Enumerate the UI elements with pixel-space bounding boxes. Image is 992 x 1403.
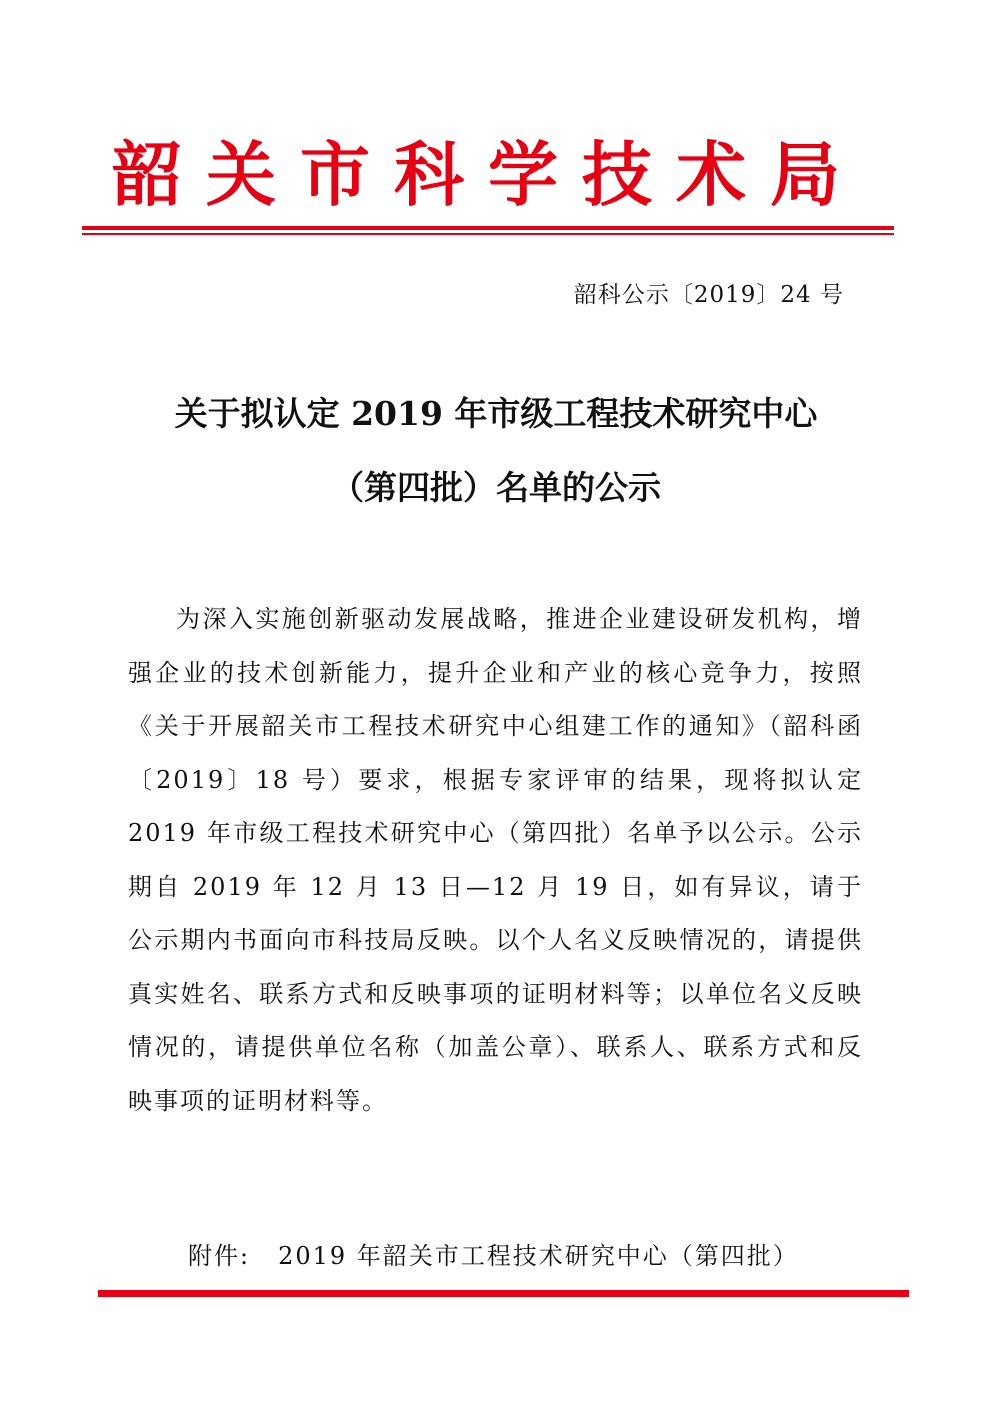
- document-number: 韶科公示〔2019〕24 号: [573, 282, 844, 308]
- organization-header: 韶关市科学技术局: [112, 133, 864, 216]
- body-paragraph: 为深入实施创新驱动发展战略，推进企业建设研发机构，增强企业的技术创新能力，提升企业和产业的核心竞争力，按照《关于开展韶关市工程技术研究中心组建工作的通知》（韶科函〔2019〕18 号）要求，根据专家评审的结果，现将拟认定 2019 年市级工程技术研究中心（第四批）名单予以公示。公示期自 2019 年 12 月 13 日—12 月 19 日，如有异议，请于公示期内书面向市科技局反映。以个人名义反映情况的，请提供真实姓名、联系方式和反映事项的证明材料等；以单位名义反映情况的，请提供单位名称（加盖公章）、联系人、联系方式和反映事项的证明材料等。: [128, 605, 863, 1115]
- footer-divider: [98, 1290, 909, 1297]
- attachment-text: 2019 年韶关市工程技术研究中心（第四批）: [278, 1242, 799, 1270]
- header-divider: [82, 226, 894, 230]
- document-title-line-1: 关于拟认定 2019 年市级工程技术研究中心: [174, 394, 818, 433]
- attachment-line: [188, 1236, 799, 1271]
- document-title-line-2: （第四批）名单的公示: [331, 468, 661, 507]
- header-divider-thin: [82, 233, 894, 235]
- attachment-label: 附件:: [188, 1242, 251, 1270]
